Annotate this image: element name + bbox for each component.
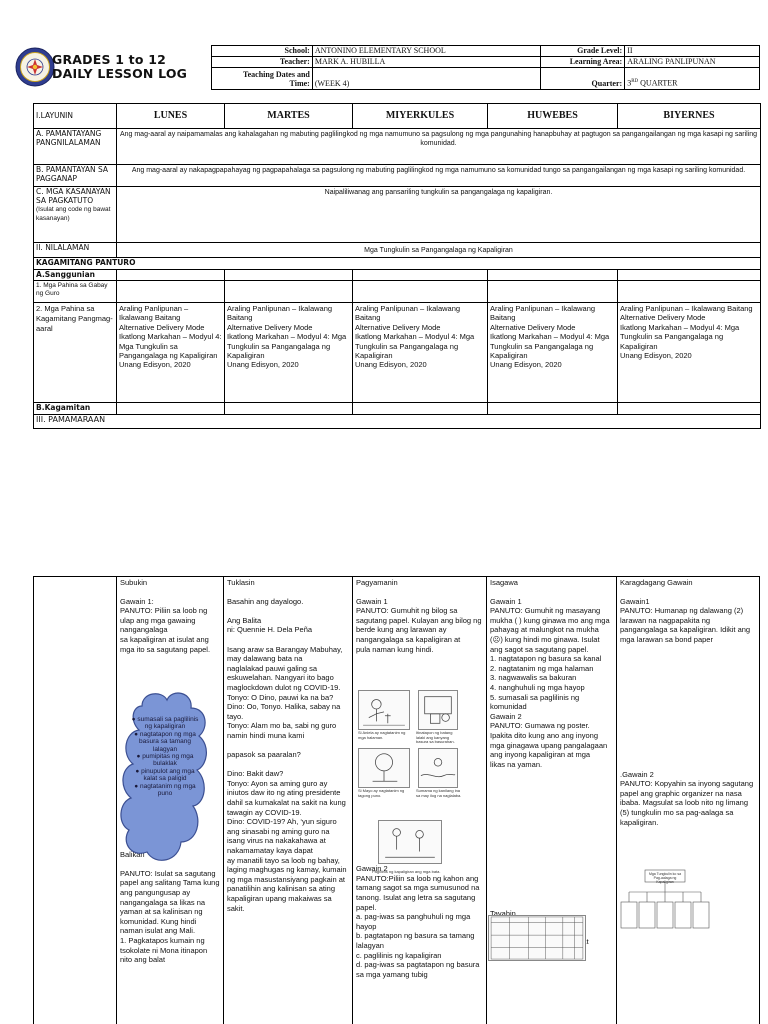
illustration-cleaning-caption: Paglilinis ng kapaligiran ang mga bata. — [372, 869, 441, 874]
day-biyernes: BIYERNES — [618, 104, 761, 129]
kasanayan-text: Naipaliliwanag ang pansariling tungkulin sa pangangalaga ng kapaligiran. — [117, 187, 761, 243]
gabay-tue — [225, 281, 353, 303]
learning-area-value: ARALING PANLIPUNAN — [625, 57, 760, 68]
cloud-item: ● pumipitas ng mga bulaklak — [136, 753, 194, 768]
materials-mon: Araling Panlipunan – Ikalawang Baitang Alternative Delivery Mode Ikatlong Markahan – Modyul 4: Mga Tungkulin sa Pangangalaga ng Kapaligiran Unang Edisyon, 2020 — [117, 303, 225, 403]
teacher-label: Teacher: — [212, 57, 313, 68]
sanggunian-thu — [488, 269, 618, 281]
kagamitang-panturo-label: KAGAMITANG PANTURO — [34, 258, 761, 270]
karagdagang-gawain-text1: Gawain1 PANUTO: Humanap ng dalawang (2) larawan na nagpapakita ng pangangalaga sa kapaligiran. Idikit ang mga larawan sa bond paper — [620, 596, 751, 644]
dates-label — [212, 68, 313, 90]
pamamaraan-label: III. PAMAMARAAN — [34, 414, 761, 428]
subukin-text: Gawain 1: PANUTO: Piliin sa loob ng ulap ang mga gawaing nangangalaga sa kapaligiran at isulat ang mga ito sa sagutang papel. — [120, 596, 211, 654]
gabay-fri — [618, 281, 761, 303]
illustration-planting-image — [358, 690, 410, 730]
cloud-item: ● nagtatapon ng mga basura sa tamang lalagyan — [134, 730, 196, 753]
cloud-item: ● nagtatanim ng mga puno — [134, 782, 196, 798]
grade-level-value: II — [625, 46, 760, 57]
karagdagang-gawain-text2: .Gawain 2 PANUTO: Kopyahin sa inyong sagutang papel ang graphic organizer na nasa ibaba. Magsulat sa loob nito ng limang (5) tungkulin mo sa pag-aalaga sa kapaligiran. — [620, 769, 754, 827]
cloud-items — [130, 716, 200, 797]
balikan-text: PANUTO: Isulat sa sagutang papel ang salitang Tama kung ang pangungusap ay nangangalaga sa likas na yaman at sa kalinisan ng komunidad. Kung hindi naman isulat ang Mali. 1. Pagkatapos kumain ng tsokolate ni Mona itinapon nito ang balat — [120, 868, 220, 965]
quarter-word: QUARTER — [640, 79, 678, 88]
pamantayan-sa-pagganap-text: Ang mag-aaral ay nakapagpapahayag ng pagpapahalaga sa pagsulong ng mabuting paglilingkod ng mga namumuno sa komunidad tungo sa pangangailangan ng mga kasapi ng sariling komunidad. — [117, 165, 761, 187]
illustration-tree-caption: Si Mayo ay nagtatanim ng tagong puno. — [358, 788, 405, 798]
sanggunian-mon — [117, 269, 225, 281]
lesson-objectives-table — [33, 103, 761, 429]
sanggunian-fri — [618, 269, 761, 281]
illustration-trash-image — [418, 690, 458, 730]
kagamitan-label: B.Kagamitan — [34, 403, 117, 415]
dates-label-line1: Teaching Dates and — [243, 69, 310, 79]
procedure-col-biyernes — [616, 577, 761, 1024]
kagamitang-mag-aaral-label: 2. Mga Pahina sa Kagamitang Pangmag-aaral — [34, 303, 117, 403]
kagamitan-mon — [117, 403, 225, 415]
tuklasin-text: Basahin ang dayalogo. Ang Balita ni: Quennie H. Dela Peña Isang araw sa Barangay Mabuhay, may dalawang bata na naglalakad pauwi galing sa eskuwelahan. Nangyari ito bago maglockdown dulot ng COVID-19. Tonyo: O Dino, pauwi ka na ba? Dino: Oo, Tonyo. Halika, sabay na tayo. Tonyo: Alam mo ba, sabi ng guro namin hindi muna kami papasok sa paaralan? Dino: Bakit daw? Tonyo: Ayon sa aming guro ay iniutos daw ito ng ating presidente dahil sa kumakalat na sakit na kung tawagin ay COVID-19. Dino: COVID-19? Ah, ‘yun siguro ang sinasabi ng aming guro na isang virus na nakakahawa at nakamamatay kaya dapat ay manatili tayo sa loob ng bahay, laging maghugas ng kamay, kumain ng mga masustansiyang pagkain at panatilihin ang kalinisan sa ating kapaligiran upang makaiwas sa sakit. — [227, 596, 347, 913]
deped-seal-icon — [15, 47, 55, 87]
teacher-value: MARK A. HUBILLA — [312, 57, 541, 68]
materials-tue: Araling Panlipunan – Ikalawang Baitang Alternative Delivery Mode Ikatlong Markahan – Modyul 4: Mga Tungkulin sa Pangangalaga ng Kapaligiran Unang Edisyon, 2020 — [225, 303, 353, 403]
gabay-mon — [117, 281, 225, 303]
quarter-label: Quarter: — [541, 68, 625, 90]
illustration-planting-caption: Si Aniela ay nagtatanim ng mga halaman. — [358, 730, 406, 740]
layunin-header: I.LAYUNIN — [34, 104, 117, 129]
materials-fri: Araling Panlipunan – Ikalawang Baitang Alternative Delivery Mode Ikatlong Markahan – Modyul 4: Mga Tungkulin sa Pangangalaga ng Kapaligiran Unang Edisyon, 2020 — [618, 303, 761, 403]
procedure-label-col — [34, 577, 116, 1024]
cloud-item: ● sumasali sa paglilinis ng kapaligiran — [131, 716, 199, 731]
gabay-wed — [353, 281, 488, 303]
kagamitan-tue — [225, 403, 353, 415]
isagawa-text: Gawain 1 PANUTO: Gumuhit ng masayang mukha ( ) kung ginawa mo ang mga pahayag at malungkot na mukha (☹) kung hindi mo ginawa. Isulat ang sagot sa sagutang papel. 1. nagtatapon ng basura sa kanal 2. nagtatanim ng mga halaman 3. nagwawalis sa bakuran 4. nanghuhuli ng mga hayop 5. sumasali sa paglilinis ng komunidad Gawain 2 PANUTO: Gumawa ng poster. Ipakita dito kung ano ang inyong mga ginagawa upang pangalagaan ang inyong kapaligiran at mga likas na yaman. — [490, 596, 610, 769]
balikan-heading: Balikan — [120, 850, 145, 860]
tayahin-heading: Tayahin — [490, 909, 516, 919]
sanggunian-tue — [225, 269, 353, 281]
cloud-item: ● pinupulot ang mga kalat sa paligid — [135, 767, 195, 783]
day-martes: MARTES — [225, 104, 353, 129]
pagyamanin-text2: Gawain 2 PANUTO:Piliin sa loob ng kahon ang tamang sagot sa mga sumusunod na tanong. Isulat ang letra sa sagutang papel. a. pag-iwas sa panghuhuli ng mga hayop b. pagtatapon ng basura sa tamang lalagyan c. paglilinis ng kapaligiran d. pag-iwas sa pagtatapon ng basura sa mga yamang tubig — [356, 864, 480, 979]
gabay-guro-label: 1. Mga Pahina sa Gabay ng Guro — [34, 281, 117, 303]
nilalaman-label: II. NILALAMAN — [34, 243, 117, 258]
illustration-trash-caption: Itinatapon ng batang lalaki ang kanyang basura sa basurahan. — [416, 730, 455, 745]
materials-thu: Araling Panlipunan – Ikalawang Baitang Alternative Delivery Mode Ikatlong Markahan – Modyul 4: Mga Tungkulin sa Pangangalaga ng Kapaligiran Unang Edisyon, 2020 — [488, 303, 618, 403]
quarter-number: 3 — [627, 79, 632, 88]
graphic-organizer-title: Mga Tungkulin ko sa Pag-aalaga ng Kapaligiran — [648, 872, 682, 884]
day-huwebes: HUWEBES — [488, 104, 618, 129]
learning-area-label: Learning Area: — [541, 57, 625, 68]
pagyamanin-text1: Gawain 1 PANUTO: Gumuhit ng bilog sa sagutang papel. Kulayan ang bilog ng berde kung ang larawan ay nangangalaga sa kapaligiran at pula naman kung hindi. — [356, 596, 482, 654]
subukin-heading: Subukin — [120, 578, 148, 587]
kasanayan-label-text: C. MGA KASANAYAN SA PAGKATUTO — [36, 187, 111, 205]
school-value: ANTONINO ELEMENTARY SCHOOL — [312, 46, 541, 57]
day-lunes: LUNES — [117, 104, 225, 129]
pagyamanin-heading: Pagyamanin — [356, 578, 398, 587]
sanggunian-wed — [353, 269, 488, 281]
kagamitan-fri — [618, 403, 761, 415]
karagdagang-gawain-heading: Karagdagang Gawain — [620, 578, 693, 587]
tuklasin-heading: Tuklasin — [227, 578, 255, 587]
illustration-tree-image — [358, 748, 410, 788]
quarter-value — [625, 68, 760, 90]
kagamitan-wed — [353, 403, 488, 415]
isagawa-heading: Isagawa — [490, 578, 518, 587]
procedure-col-miyerkules — [352, 577, 486, 1024]
school-label: School: — [212, 46, 313, 57]
pamantayang-pangnilalaman-text: Ang mag-aaral ay naipamamalas ang kahalagahan ng mabuting paglilingkod ng mga namumuno sa pagsulong ng mga pangunahing hanapbuhay at pagtugon sa pangangailangan ng mga kasapi ng sariling komunidad. — [117, 129, 761, 165]
illustration-river-image — [418, 748, 458, 788]
kagamitan-thu — [488, 403, 618, 415]
materials-wed: Araling Panlipunan – Ikalawang Baitang Alternative Delivery Mode Ikatlong Markahan – Modyul 4: Mga Tungkulin sa Pangangalaga ng Kapaligiran Unang Edisyon, 2020 — [353, 303, 488, 403]
pamantayan-sa-pagganap-label: B. PAMANTAYAN SA PAGGANAP — [34, 165, 117, 187]
title-daily-lesson-log: DAILY LESSON LOG — [52, 66, 188, 81]
procedure-col-martes — [223, 577, 352, 1024]
kasanayan-note: (Isulat ang code ng bawat kasanayan) — [36, 206, 111, 222]
title-grades: GRADES 1 to 12 — [52, 52, 166, 67]
tayahin-text: Gawain 1 PANUTO: Basahin ang bawat — [490, 927, 589, 947]
pamantayang-pangnilalaman-label: A. PAMANTAYANG PANGNILALAMAN — [34, 129, 117, 165]
quarter-suffix: RD — [631, 79, 639, 85]
gabay-thu — [488, 281, 618, 303]
day-miyerkules: MIYERKULES — [353, 104, 488, 129]
header-info-table — [211, 45, 760, 90]
illustration-cleaning-image — [378, 820, 442, 864]
illustration-river-caption: Sumama ng kanilang ina sa may ilog na naglalaba. — [416, 788, 462, 798]
nilalaman-text: Mga Tungkulin sa Pangangalaga ng Kapaligiran — [117, 243, 761, 258]
dates-value: (WEEK 4) — [312, 68, 541, 90]
rubric-table-image — [488, 915, 586, 961]
kasanayan-label — [34, 187, 117, 243]
grade-level-label: Grade Level: — [541, 46, 625, 57]
dates-label-line2: Time: — [289, 78, 310, 88]
sanggunian-label: A.Sanggunian — [34, 269, 117, 281]
